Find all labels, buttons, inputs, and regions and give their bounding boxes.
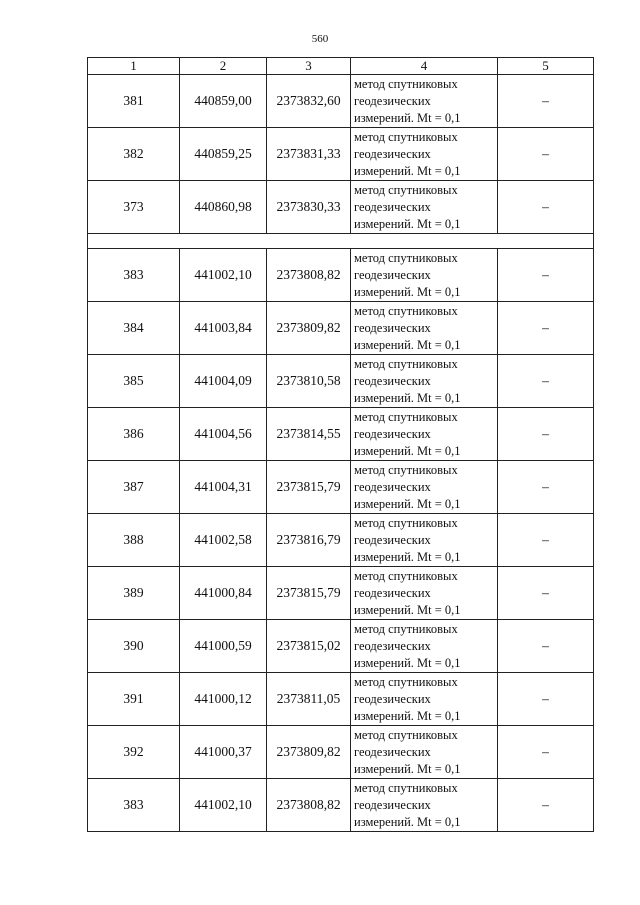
x-coordinate-cell: 441004,31: [180, 461, 267, 514]
method-text-line3: измерений. Mt = 0,1: [354, 549, 461, 564]
method-text-line3: измерений. Mt = 0,1: [354, 443, 461, 458]
method-text-line2: геодезических: [354, 532, 431, 547]
point-number-cell: 392: [88, 726, 180, 779]
table-row: [88, 128, 594, 181]
point-number-cell: 391: [88, 673, 180, 726]
method-text-line3: измерений. Mt = 0,1: [354, 602, 461, 617]
method-text-line2: геодезических: [354, 426, 431, 441]
y-coordinate-cell: 2373815,02: [267, 620, 351, 673]
note-cell: –: [498, 128, 594, 181]
note-cell: –: [498, 673, 594, 726]
method-text-line3: измерений. Mt = 0,1: [354, 496, 461, 511]
point-number-cell: 389: [88, 567, 180, 620]
method-cell: [351, 514, 498, 567]
y-coordinate-cell: 2373811,05: [267, 673, 351, 726]
column-header-2: 2: [180, 58, 267, 75]
group-separator-cell: [88, 234, 594, 249]
point-number-cell: 386: [88, 408, 180, 461]
note-cell: –: [498, 620, 594, 673]
method-cell: [351, 779, 498, 832]
note-cell: –: [498, 181, 594, 234]
method-cell: [351, 181, 498, 234]
y-coordinate-cell: 2373830,33: [267, 181, 351, 234]
table-row: [88, 567, 594, 620]
method-text-line3: измерений. Mt = 0,1: [354, 655, 461, 670]
point-number-cell: 381: [88, 75, 180, 128]
x-coordinate-cell: 441002,58: [180, 514, 267, 567]
method-cell: [351, 461, 498, 514]
table-row: [88, 620, 594, 673]
method-text-line1: метод спутниковых: [354, 462, 458, 477]
method-text-line2: геодезических: [354, 93, 431, 108]
method-text-line1: метод спутниковых: [354, 356, 458, 371]
table-row: [88, 461, 594, 514]
method-text-line1: метод спутниковых: [354, 250, 458, 265]
x-coordinate-cell: 440860,98: [180, 181, 267, 234]
y-coordinate-cell: 2373808,82: [267, 249, 351, 302]
x-coordinate-cell: 441002,10: [180, 779, 267, 832]
column-header-5: 5: [498, 58, 594, 75]
y-coordinate-cell: 2373831,33: [267, 128, 351, 181]
note-cell: –: [498, 75, 594, 128]
method-cell: [351, 75, 498, 128]
method-cell: [351, 726, 498, 779]
note-cell: –: [498, 461, 594, 514]
x-coordinate-cell: 441000,84: [180, 567, 267, 620]
method-text-line2: геодезических: [354, 373, 431, 388]
method-text-line2: геодезических: [354, 585, 431, 600]
point-number-cell: 383: [88, 249, 180, 302]
method-text-line3: измерений. Mt = 0,1: [354, 216, 461, 231]
column-header-1: 1: [88, 58, 180, 75]
table-row: [88, 726, 594, 779]
method-text-line2: геодезических: [354, 199, 431, 214]
x-coordinate-cell: 441004,09: [180, 355, 267, 408]
point-number-cell: 373: [88, 181, 180, 234]
method-text-line3: измерений. Mt = 0,1: [354, 761, 461, 776]
coordinates-table: [87, 57, 594, 832]
method-text-line1: метод спутниковых: [354, 409, 458, 424]
method-cell: [351, 620, 498, 673]
method-text-line1: метод спутниковых: [354, 515, 458, 530]
table-row: [88, 355, 594, 408]
y-coordinate-cell: 2373810,58: [267, 355, 351, 408]
x-coordinate-cell: 441004,56: [180, 408, 267, 461]
page-number: 560: [311, 33, 329, 45]
method-text-line3: измерений. Mt = 0,1: [354, 814, 461, 829]
y-coordinate-cell: 2373814,55: [267, 408, 351, 461]
method-text-line3: измерений. Mt = 0,1: [354, 337, 461, 352]
y-coordinate-cell: 2373816,79: [267, 514, 351, 567]
table-row: [88, 673, 594, 726]
method-cell: [351, 408, 498, 461]
method-text-line1: метод спутниковых: [354, 568, 458, 583]
note-cell: –: [498, 779, 594, 832]
method-text-line1: метод спутниковых: [354, 303, 458, 318]
method-text-line1: метод спутниковых: [354, 76, 458, 91]
table-row: [88, 249, 594, 302]
point-number-cell: 387: [88, 461, 180, 514]
method-cell: [351, 302, 498, 355]
table-row: [88, 408, 594, 461]
method-cell: [351, 567, 498, 620]
method-text-line1: метод спутниковых: [354, 727, 458, 742]
y-coordinate-cell: 2373808,82: [267, 779, 351, 832]
table-row: [88, 514, 594, 567]
method-text-line1: метод спутниковых: [354, 780, 458, 795]
method-text-line3: измерений. Mt = 0,1: [354, 708, 461, 723]
group-separator-row: [88, 234, 594, 249]
method-cell: [351, 673, 498, 726]
y-coordinate-cell: 2373815,79: [267, 461, 351, 514]
y-coordinate-cell: 2373832,60: [267, 75, 351, 128]
note-cell: –: [498, 567, 594, 620]
note-cell: –: [498, 302, 594, 355]
x-coordinate-cell: 441000,37: [180, 726, 267, 779]
note-cell: –: [498, 408, 594, 461]
point-number-cell: 385: [88, 355, 180, 408]
table-header-row: [88, 58, 594, 75]
method-text-line2: геодезических: [354, 638, 431, 653]
method-text-line2: геодезических: [354, 744, 431, 759]
method-cell: [351, 128, 498, 181]
method-text-line3: измерений. Mt = 0,1: [354, 163, 461, 178]
method-text-line3: измерений. Mt = 0,1: [354, 110, 461, 125]
y-coordinate-cell: 2373809,82: [267, 302, 351, 355]
x-coordinate-cell: 440859,00: [180, 75, 267, 128]
x-coordinate-cell: 441000,12: [180, 673, 267, 726]
method-text-line1: метод спутниковых: [354, 674, 458, 689]
method-text-line2: геодезических: [354, 797, 431, 812]
table-row: [88, 75, 594, 128]
column-header-3: 3: [267, 58, 351, 75]
point-number-cell: 382: [88, 128, 180, 181]
point-number-cell: 390: [88, 620, 180, 673]
note-cell: –: [498, 726, 594, 779]
note-cell: –: [498, 355, 594, 408]
method-cell: [351, 249, 498, 302]
method-text-line1: метод спутниковых: [354, 621, 458, 636]
method-text-line3: измерений. Mt = 0,1: [354, 390, 461, 405]
method-text-line1: метод спутниковых: [354, 129, 458, 144]
note-cell: –: [498, 249, 594, 302]
table-body: [88, 75, 594, 832]
method-text-line3: измерений. Mt = 0,1: [354, 284, 461, 299]
point-number-cell: 388: [88, 514, 180, 567]
method-text-line2: геодезических: [354, 479, 431, 494]
table-row: [88, 779, 594, 832]
method-text-line1: метод спутниковых: [354, 182, 458, 197]
table-row: [88, 181, 594, 234]
x-coordinate-cell: 440859,25: [180, 128, 267, 181]
method-text-line2: геодезических: [354, 267, 431, 282]
x-coordinate-cell: 441002,10: [180, 249, 267, 302]
x-coordinate-cell: 441003,84: [180, 302, 267, 355]
method-text-line2: геодезических: [354, 691, 431, 706]
column-header-4: 4: [351, 58, 498, 75]
table-row: [88, 302, 594, 355]
point-number-cell: 383: [88, 779, 180, 832]
note-cell: –: [498, 514, 594, 567]
y-coordinate-cell: 2373809,82: [267, 726, 351, 779]
x-coordinate-cell: 441000,59: [180, 620, 267, 673]
point-number-cell: 384: [88, 302, 180, 355]
method-cell: [351, 355, 498, 408]
method-text-line2: геодезических: [354, 146, 431, 161]
method-text-line2: геодезических: [354, 320, 431, 335]
y-coordinate-cell: 2373815,79: [267, 567, 351, 620]
